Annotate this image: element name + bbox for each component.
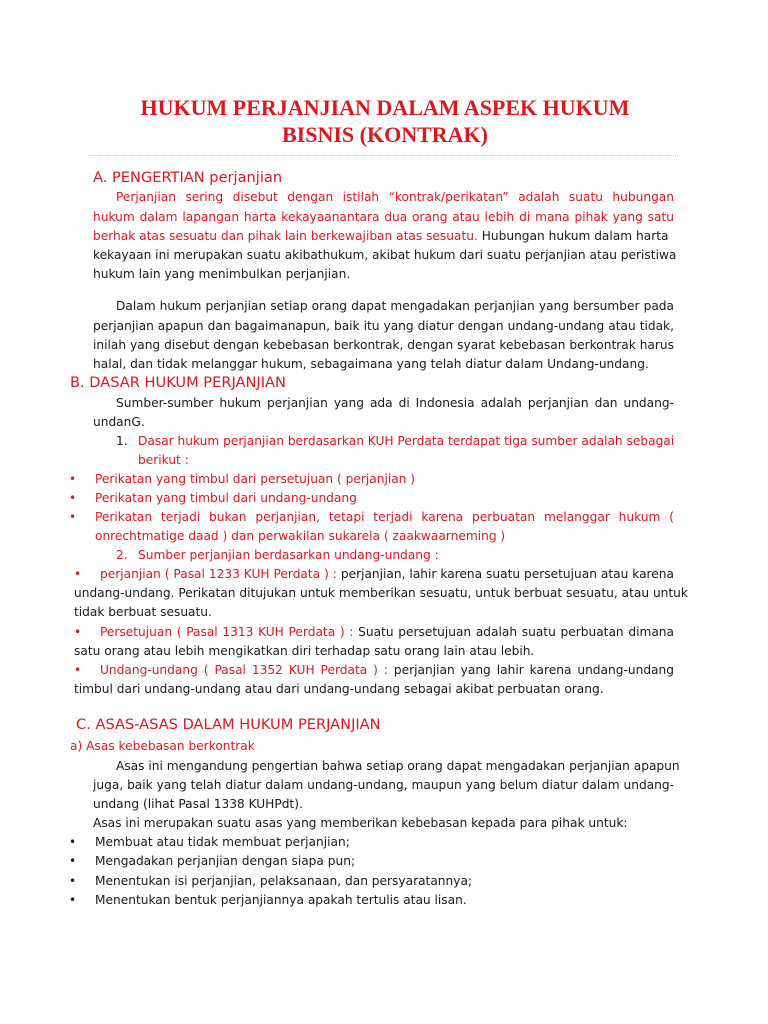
bullet-dot: • bbox=[69, 874, 77, 888]
source-bullet-2: Perikatan yang timbul dari undang-undang bbox=[95, 491, 357, 505]
section-a-p1-line-3 bbox=[93, 227, 668, 246]
section-a-heading: A. PENGERTIAN perjanjian bbox=[93, 169, 283, 186]
bullet-dot: • bbox=[69, 491, 77, 505]
bullet-dot: • bbox=[69, 893, 77, 907]
law-source-3-line-2: timbul dari undang-undang atau dari undang-undang sebagai akibat perbuatan orang. bbox=[74, 682, 604, 696]
section-a-p1-line-5: hukum lain yang menimbulkan perjanjian. bbox=[93, 267, 351, 281]
section-b-item1-line-1: Dasar hukum perjanjian berdasarkan KUH Perdata terdapat tiga sumber adalah sebagai bbox=[138, 434, 675, 448]
bullet-dot: • bbox=[74, 663, 82, 677]
section-c-sub-a: a) Asas kebebasan berkontrak bbox=[70, 739, 255, 753]
section-a-p1-line-2: hukum dalam lapangan harta kekayaanantara dua orang atau lebih di mana pihak yang satu bbox=[93, 210, 674, 224]
freedom-bullet-4: Menentukan bentuk perjanjiannya apakah tertulis atau lisan. bbox=[95, 893, 467, 907]
section-c-para-line-1: Asas ini mengandung pengertian bahwa setiap orang dapat mengadakan perjanjian apapun bbox=[116, 759, 680, 773]
section-a-p1-line-4: kekayaan ini merupakan suatu akibathukum, akibat hukum dari suatu perjanjian atau peristiwa bbox=[93, 248, 677, 262]
bullet-dot: • bbox=[69, 854, 77, 868]
section-b-item1-line-2: berikut : bbox=[138, 453, 189, 467]
section-c-para2: Asas ini merupakan suatu asas yang memberikan kebebasan kepada para pihak untuk: bbox=[93, 816, 628, 830]
section-b-heading: B. DASAR HUKUM PERJANJIAN bbox=[70, 374, 286, 391]
bullet-dot: • bbox=[69, 472, 77, 486]
law-source-1-line-2: undang-undang. Perikatan ditujukan untuk memberikan sesuatu, untuk berbuat sesuatu, atau untuk bbox=[74, 586, 688, 600]
section-a-p1-dark-text: Hubungan hukum dalam harta bbox=[477, 229, 669, 243]
law-source-3-line-1 bbox=[100, 661, 674, 680]
section-a-p1-red-text: berhak atas sesuatu dan pihak lain berkewajiban atas sesuatu. bbox=[93, 229, 478, 243]
law-source-1-text: perjanjian, lahir karena suatu persetujuan atau karena bbox=[336, 567, 674, 581]
law-source-2-text: Suatu persetujuan adalah suatu perbuatan dimana bbox=[353, 625, 674, 639]
freedom-bullet-3: Menentukan isi perjanjian, pelaksanaan, dan persyaratannya; bbox=[95, 874, 473, 888]
freedom-bullet-2: Mengadakan perjanjian dengan siapa pun; bbox=[95, 854, 356, 868]
title-line-2: BISNIS (KONTRAK) bbox=[282, 122, 488, 147]
bullet-dot: • bbox=[69, 835, 77, 849]
bullet-dot: • bbox=[74, 567, 82, 581]
law-source-2-line-2: satu orang atau lebih mengikatkan diri terhadap satu orang lain atau lebih. bbox=[74, 644, 535, 658]
law-source-2-ref: Persetujuan ( Pasal 1313 KUH Perdata ) : bbox=[100, 625, 354, 639]
section-b-item1-number: 1. bbox=[116, 434, 128, 448]
law-source-3-ref: Undang-undang ( Pasal 1352 KUH Perdata ) : bbox=[100, 663, 388, 677]
section-a-p1-line-1: Perjanjian sering disebut dengan istilah “kontrak/perikatan” adalah suatu hubungan bbox=[116, 190, 674, 204]
section-a-p2-line-2: perjanjian apapun dan bagaimanapun, baik itu yang diatur dengan undang-undang atau tidak, bbox=[93, 319, 674, 333]
law-source-2-line-1 bbox=[100, 623, 674, 642]
section-c-para-line-3: undang (lihat Pasal 1338 KUHPdt). bbox=[93, 797, 303, 811]
freedom-bullet-1: Membuat atau tidak membuat perjanjian; bbox=[95, 835, 350, 849]
section-b-item2-number: 2. bbox=[116, 548, 128, 562]
section-a-p2-line-3: inilah yang disebut dengan kebebasan berkontrak, dengan syarat kebebasan berkontrak harus bbox=[93, 338, 674, 352]
source-bullet-3-line-1: Perikatan terjadi bukan perjanjian, tetapi terjadi karena perbuatan melanggar hukum ( bbox=[95, 510, 674, 524]
source-bullet-3-line-2: onrechtmatige daad ) dan perwakilan sukarela ( zaakwaarneming ) bbox=[95, 529, 506, 543]
page-title bbox=[90, 94, 680, 148]
section-b-item2-text: Sumber perjanjian berdasarkan undang-undang : bbox=[138, 548, 439, 562]
title-line-1: HUKUM PERJANJIAN DALAM ASPEK HUKUM bbox=[140, 95, 630, 120]
bullet-dot: • bbox=[69, 510, 77, 524]
section-c-para-line-2: juga, baik yang telah diatur dalam undang-undang, maupun yang belum diatur dalam undang- bbox=[93, 778, 675, 792]
law-source-3-text: perjanjian yang lahir karena undang-undang bbox=[387, 663, 674, 677]
source-bullet-1: Perikatan yang timbul dari persetujuan ( perjanjian ) bbox=[95, 472, 416, 486]
section-a-p2-line-4: halal, dan tidak melanggar hukum, sebagaimana yang telah diatur dalam Undang-undang. bbox=[93, 357, 649, 371]
section-c-heading: C. ASAS-ASAS DALAM HUKUM PERJANJIAN bbox=[76, 716, 381, 733]
section-a-p2-line-1: Dalam hukum perjanjian setiap orang dapat mengadakan perjanjian yang bersumber pada bbox=[116, 299, 674, 313]
title-divider bbox=[90, 155, 678, 156]
section-b-intro-line-2: undanG. bbox=[93, 415, 145, 429]
law-source-1-ref: perjanjian ( Pasal 1233 KUH Perdata ) : bbox=[100, 567, 337, 581]
section-b-intro-line-1: Sumber-sumber hukum perjanjian yang ada di Indonesia adalah perjanjian dan undang- bbox=[116, 396, 674, 410]
law-source-1-line-3: tidak berbuat sesuatu. bbox=[74, 605, 212, 619]
bullet-dot: • bbox=[74, 625, 82, 639]
law-source-1-line-1 bbox=[100, 565, 674, 584]
